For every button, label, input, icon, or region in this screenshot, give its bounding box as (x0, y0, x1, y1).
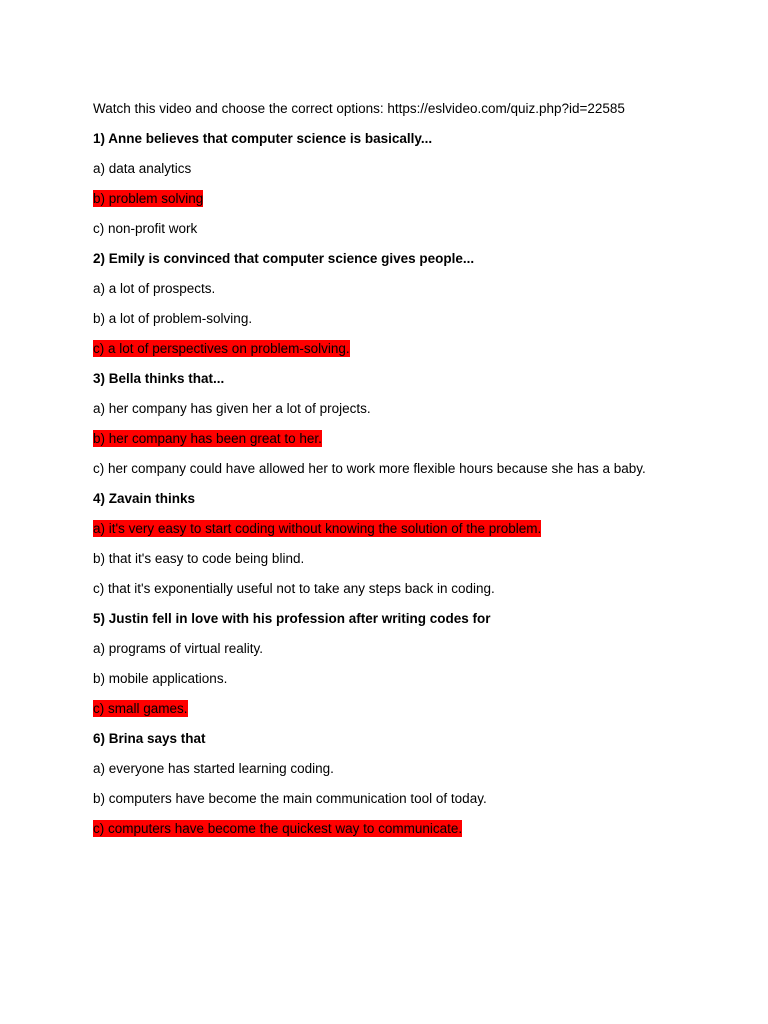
option-text: a) programs of virtual reality. (93, 641, 264, 656)
option-text: c) a lot of perspectives on problem-solving. (93, 341, 350, 356)
option-text: b) that it's easy to code being blind. (93, 551, 305, 566)
answer-option-highlighted (93, 699, 743, 729)
option-text: b) her company has been great to her. (93, 431, 322, 446)
answer-option-highlighted (93, 339, 743, 369)
option-text: a) her company has given her a lot of projects. (93, 401, 371, 416)
option-text: c) small games. (93, 701, 188, 716)
question-prompt: 2) Emily is convinced that computer science gives people... (93, 251, 475, 266)
answer-option (93, 159, 743, 189)
option-text: c) that it's exponentially useful not to take any steps back in coding. (93, 581, 495, 596)
option-text: a) it's very easy to start coding without knowing the solution of the problem. (93, 521, 542, 536)
answer-option (93, 579, 743, 609)
question-prompt: 1) Anne believes that computer science is basically... (93, 131, 433, 146)
answer-option (93, 549, 743, 579)
answer-option-highlighted (93, 819, 743, 849)
answer-option (93, 759, 743, 789)
question-block (93, 489, 743, 609)
answer-option (93, 639, 743, 669)
question-block (93, 129, 743, 249)
option-text: c) her company could have allowed her to work more flexible hours because she has a baby. (93, 461, 646, 476)
question-prompt: 4) Zavain thinks (93, 491, 196, 506)
answer-option (93, 459, 743, 489)
option-text: c) computers have become the quickest way to communicate. (93, 821, 463, 836)
answer-option (93, 669, 743, 699)
option-text: a) data analytics (93, 161, 192, 176)
answer-option (93, 219, 743, 249)
question-prompt: 5) Justin fell in love with his profession after writing codes for (93, 611, 491, 626)
option-text: b) a lot of problem-solving. (93, 311, 253, 326)
answer-option (93, 279, 743, 309)
question-block (93, 609, 743, 729)
answer-option (93, 399, 743, 429)
quiz-instructions: Watch this video and choose the correct options: https://eslvideo.com/quiz.php?id=22585 (93, 101, 625, 116)
option-text: b) mobile applications. (93, 671, 228, 686)
question-block (93, 729, 743, 849)
question-prompt: 6) Brina says that (93, 731, 206, 746)
option-text: c) non-profit work (93, 221, 198, 236)
answer-option-highlighted (93, 519, 743, 549)
question-block (93, 369, 743, 489)
question-prompt: 3) Bella thinks that... (93, 371, 225, 386)
option-text: a) a lot of prospects. (93, 281, 216, 296)
option-text: b) computers have become the main communication tool of today. (93, 791, 487, 806)
answer-option (93, 309, 743, 339)
option-text: b) problem solving (93, 191, 204, 206)
answer-option (93, 789, 743, 819)
answer-option-highlighted (93, 189, 743, 219)
answer-option-highlighted (93, 429, 743, 459)
quiz-content (93, 99, 743, 849)
question-block (93, 249, 743, 369)
option-text: a) everyone has started learning coding. (93, 761, 334, 776)
